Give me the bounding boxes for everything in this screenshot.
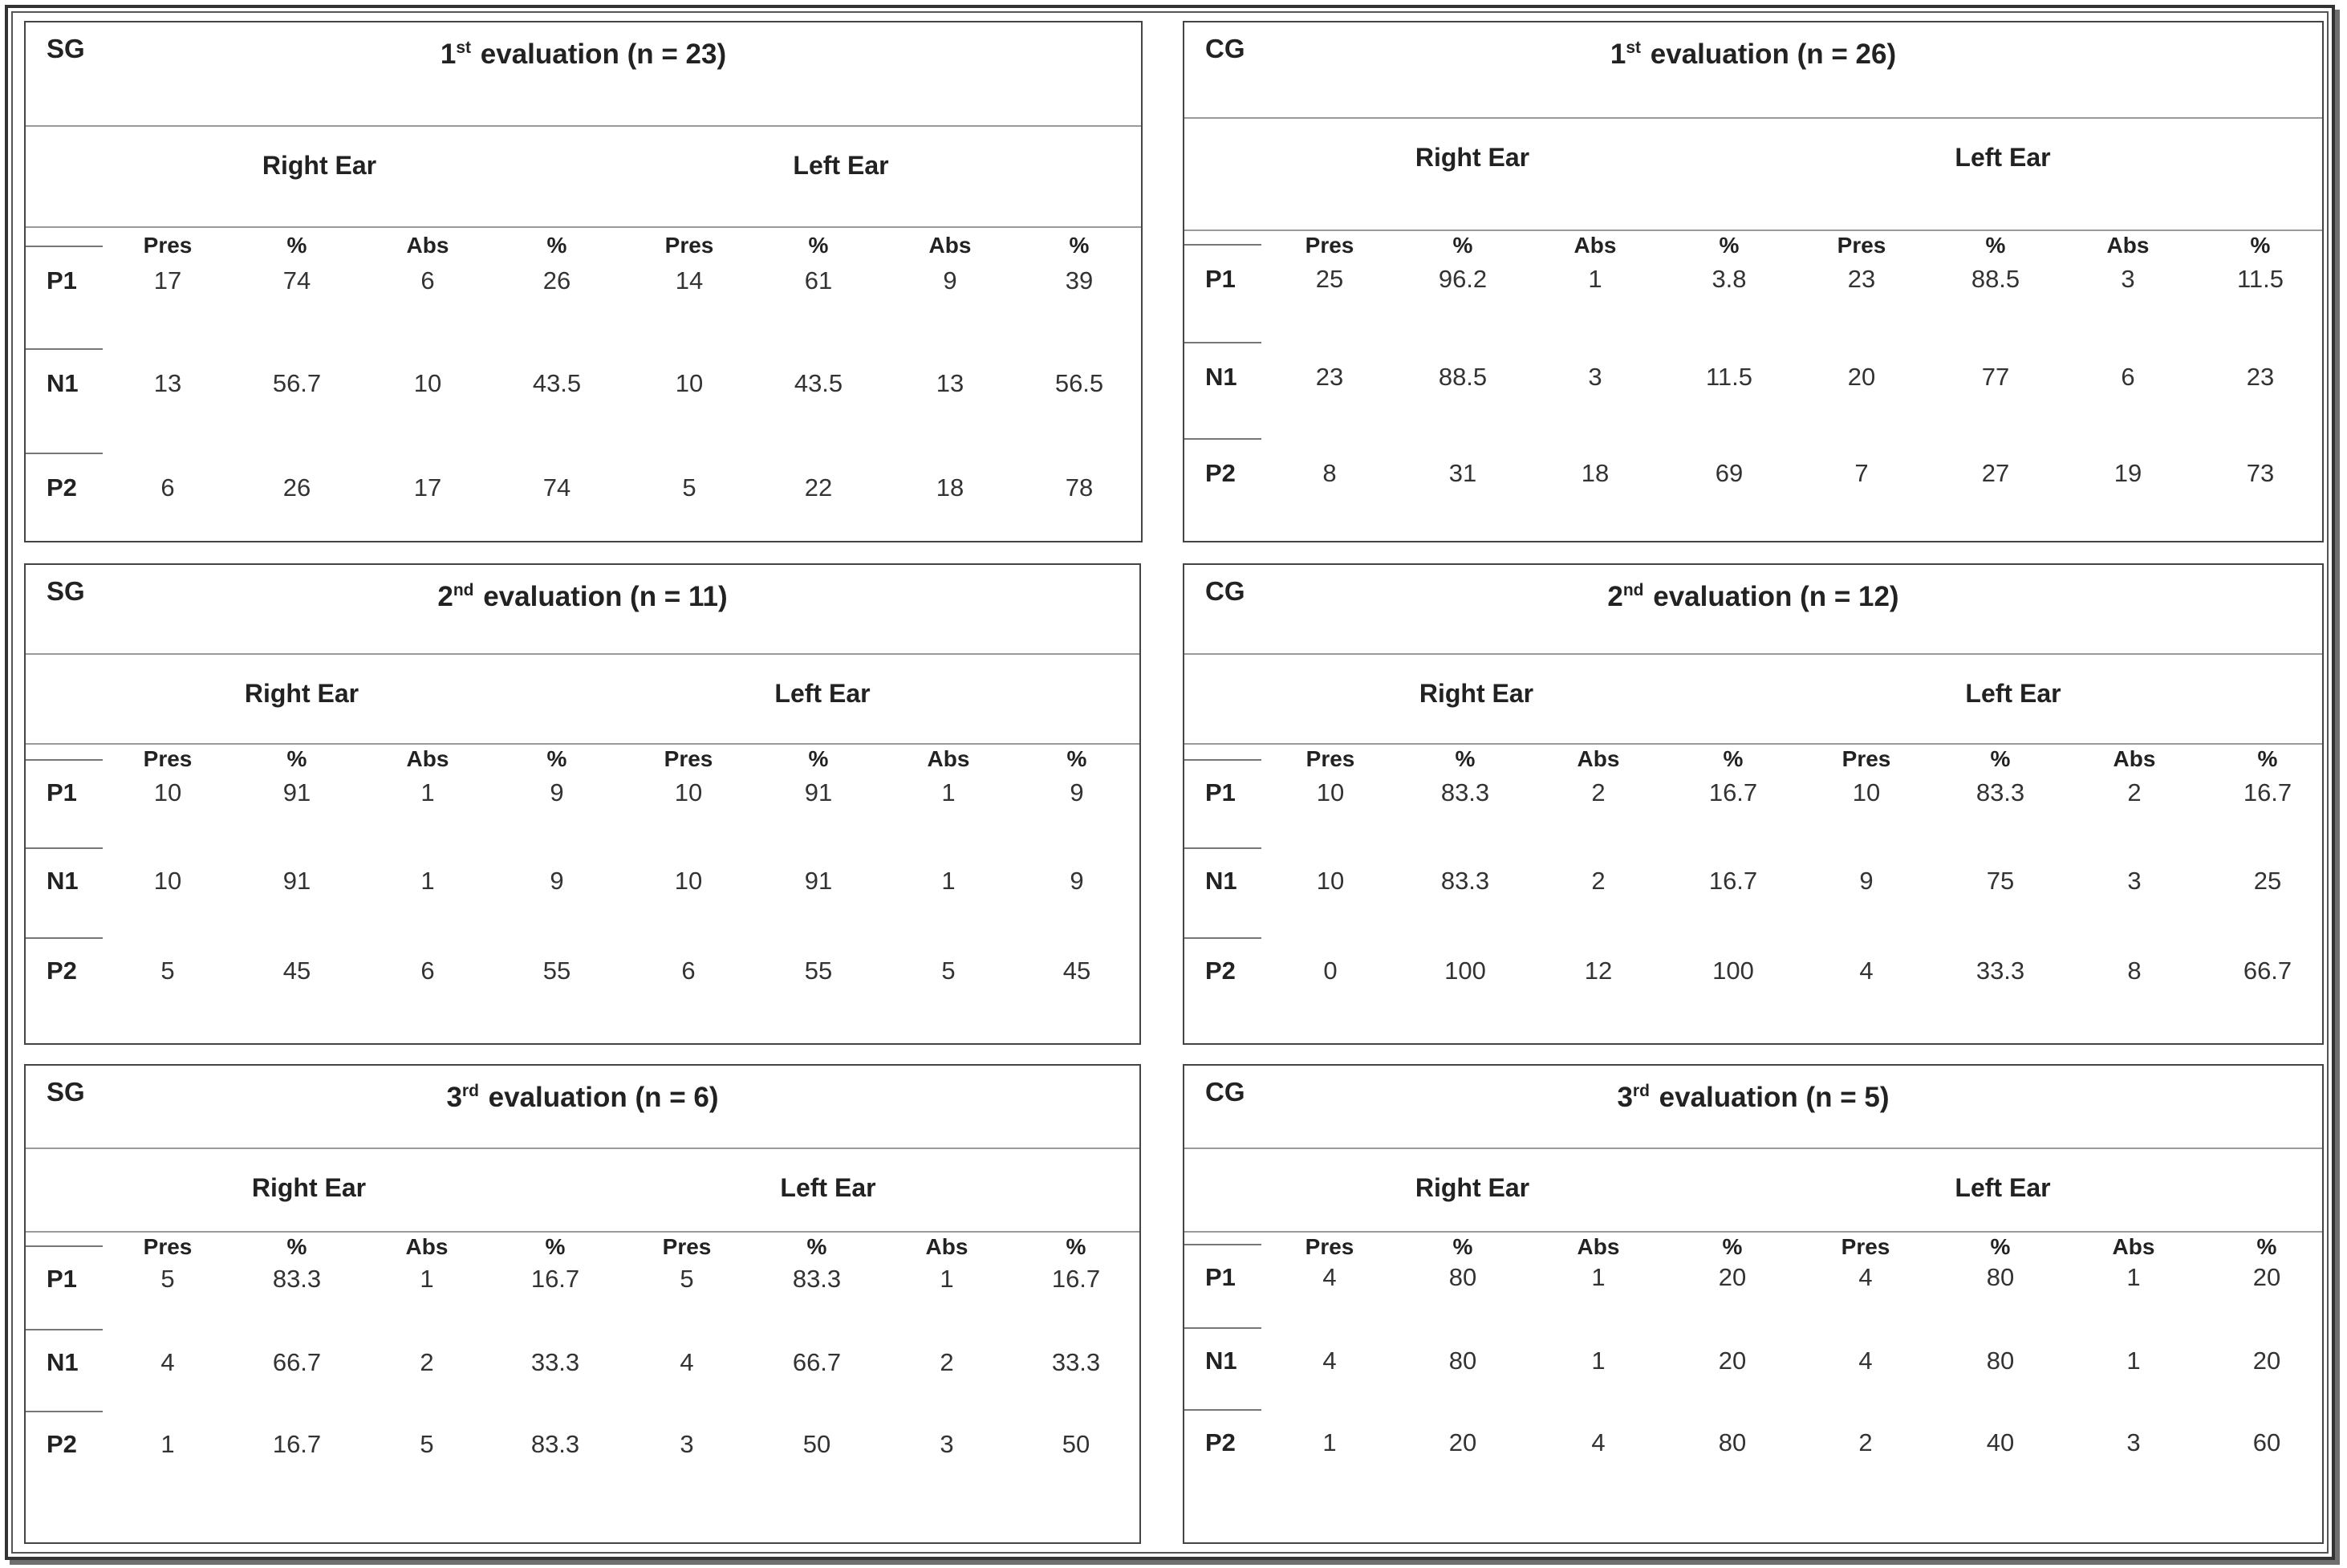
table-cell: 27	[1981, 459, 2010, 487]
table-cell: 78	[1065, 473, 1094, 502]
column-header: %	[808, 746, 829, 771]
table-cell: 2	[1591, 778, 1606, 806]
column-header: Pres	[143, 1234, 193, 1259]
separator-line	[1184, 1148, 2322, 1149]
table-cell: 91	[282, 778, 311, 806]
table-cell: 61	[804, 266, 833, 295]
table-cell: 4	[1859, 957, 1874, 985]
row-label-p2: P2	[47, 473, 77, 502]
column-header: Abs	[1577, 746, 1620, 771]
separator-line	[1184, 230, 2322, 231]
results-panel-sg-eval-1	[24, 21, 1143, 542]
separator-line	[1184, 117, 2322, 119]
row-label-p2: P2	[47, 1430, 77, 1458]
row-tick	[26, 847, 103, 849]
table-cell: 3	[2127, 867, 2142, 895]
table-cell: 2	[1858, 1428, 1873, 1456]
table-cell: 83.3	[792, 1265, 842, 1293]
table-cell: 66.7	[272, 1348, 322, 1376]
column-header: %	[806, 1234, 827, 1259]
separator-line	[1184, 1231, 2322, 1233]
row-tick	[26, 759, 103, 761]
column-header: %	[1990, 1234, 2011, 1259]
column-header: Pres	[664, 746, 713, 771]
table-cell: 83.3	[1975, 778, 2025, 806]
table-cell: 6	[2121, 363, 2135, 391]
column-header: %	[546, 233, 567, 258]
evaluation-text: evaluation (n = 6)	[488, 1082, 719, 1113]
table-cell: 16.7	[1708, 778, 1758, 806]
table-cell: 9	[943, 266, 957, 295]
table-cell: 2	[2127, 778, 2142, 806]
column-header: %	[2250, 233, 2271, 258]
column-header: Abs	[2106, 233, 2150, 258]
table-cell: 8	[2127, 957, 2142, 985]
column-header: %	[1722, 1234, 1743, 1259]
table-cell: 25	[1315, 265, 1344, 293]
column-header: Pres	[1841, 1234, 1890, 1259]
table-cell: 75	[1986, 867, 2015, 895]
table-cell: 23	[1847, 265, 1876, 293]
row-tick	[1184, 342, 1261, 343]
ordinal-suffix: nd	[453, 581, 474, 599]
table-cell: 91	[804, 867, 833, 895]
table-cell: 5	[941, 957, 956, 985]
table-cell: 16.7	[530, 1265, 580, 1293]
row-label-p2: P2	[1205, 459, 1236, 487]
table-cell: 80	[1718, 1428, 1747, 1456]
table-cell: 60	[2252, 1428, 2281, 1456]
column-header: Abs	[928, 233, 972, 258]
column-header: %	[1990, 746, 2011, 771]
column-header: Abs	[2113, 746, 2156, 771]
separator-line	[1184, 743, 2322, 745]
table-cell: 10	[675, 369, 704, 397]
table-cell: 45	[1062, 957, 1091, 985]
ordinal-suffix: rd	[461, 1082, 479, 1100]
table-cell: 17	[413, 473, 442, 502]
table-cell: 66.7	[792, 1348, 842, 1376]
right-ear-label: Right Ear	[1415, 1173, 1530, 1202]
row-label-n1: N1	[1205, 363, 1237, 391]
right-ear-label: Right Ear	[244, 679, 359, 708]
ordinal-suffix: nd	[1622, 581, 1644, 599]
table-cell: 6	[160, 473, 175, 502]
left-ear-label: Left Ear	[1965, 679, 2061, 708]
left-ear-label: Left Ear	[1955, 1173, 2051, 1202]
table-cell: 43.5	[532, 369, 582, 397]
row-tick	[26, 246, 103, 247]
table-cell: 20	[1718, 1263, 1747, 1291]
table-cell: 4	[1858, 1263, 1873, 1291]
table-cell: 26	[542, 266, 571, 295]
column-header: Pres	[143, 233, 193, 258]
table-cell: 5	[682, 473, 696, 502]
table-cell: 9	[550, 778, 564, 806]
column-header: %	[2257, 746, 2278, 771]
evaluation-title	[26, 39, 1141, 71]
group-label: CG	[1205, 576, 1245, 606]
table-cell: 18	[1581, 459, 1610, 487]
table-cell: 20	[1847, 363, 1876, 391]
row-tick	[26, 348, 103, 350]
table-cell: 83.3	[1440, 867, 1490, 895]
table-cell: 16.7	[272, 1430, 322, 1458]
table-cell: 88.5	[1971, 265, 2020, 293]
table-cell: 3	[2126, 1428, 2141, 1456]
table-cell: 6	[420, 266, 435, 295]
separator-line	[26, 1148, 1139, 1149]
table-cell: 55	[804, 957, 833, 985]
evaluation-number: 3	[446, 1082, 462, 1113]
left-ear-label: Left Ear	[774, 679, 871, 708]
column-header: Pres	[662, 1234, 712, 1259]
table-cell: 31	[1448, 459, 1477, 487]
table-cell: 26	[282, 473, 311, 502]
table-cell: 0	[1323, 957, 1338, 985]
column-header: %	[286, 1234, 307, 1259]
table-cell: 3	[680, 1430, 694, 1458]
table-cell: 13	[936, 369, 964, 397]
table-cell: 3	[2121, 265, 2135, 293]
table-cell: 39	[1065, 266, 1094, 295]
row-label-n1: N1	[47, 867, 79, 895]
column-header: Pres	[664, 233, 714, 258]
column-header: %	[545, 1234, 566, 1259]
column-header: %	[1985, 233, 2006, 258]
separator-line	[26, 743, 1139, 745]
table-cell: 1	[420, 778, 435, 806]
table-cell: 73	[2246, 459, 2275, 487]
table-cell: 4	[1322, 1263, 1337, 1291]
evaluation-number: 2	[1607, 581, 1623, 612]
row-tick	[1184, 1244, 1261, 1245]
table-cell: 91	[282, 867, 311, 895]
row-tick	[1184, 759, 1261, 761]
table-cell: 1	[1591, 1347, 1606, 1375]
table-cell: 80	[1986, 1263, 2015, 1291]
table-cell: 20	[2252, 1347, 2281, 1375]
ordinal-suffix: st	[456, 39, 472, 57]
table-cell: 10	[1316, 867, 1345, 895]
evaluation-text: evaluation (n = 23)	[480, 39, 727, 70]
table-cell: 96.2	[1438, 265, 1488, 293]
row-label-p1: P1	[1205, 1263, 1236, 1291]
table-cell: 33.3	[1975, 957, 2025, 985]
row-label-p2: P2	[1205, 1428, 1236, 1456]
table-cell: 11.5	[2236, 265, 2284, 293]
column-header: %	[286, 746, 307, 771]
table-cell: 9	[1070, 867, 1084, 895]
column-header: %	[1066, 746, 1087, 771]
column-header: %	[546, 746, 567, 771]
row-tick	[1184, 1409, 1261, 1411]
table-cell: 4	[1858, 1347, 1873, 1375]
table-cell: 5	[160, 957, 175, 985]
table-cell: 83.3	[530, 1430, 580, 1458]
group-label: SG	[47, 576, 85, 606]
ordinal-suffix: rd	[1632, 1082, 1650, 1100]
row-tick	[26, 1329, 103, 1330]
table-cell: 56.7	[272, 369, 322, 397]
column-header: Abs	[2112, 1234, 2155, 1259]
table-cell: 33.3	[530, 1348, 580, 1376]
table-cell: 74	[542, 473, 571, 502]
evaluation-title	[26, 581, 1139, 613]
table-cell: 100	[1444, 957, 1486, 985]
group-label: CG	[1205, 1077, 1245, 1107]
table-cell: 1	[940, 1265, 954, 1293]
table-cell: 2	[1591, 867, 1606, 895]
table-cell: 10	[153, 867, 182, 895]
evaluation-number: 2	[437, 581, 453, 612]
row-tick	[26, 453, 103, 454]
table-cell: 1	[941, 778, 956, 806]
column-header: Abs	[1577, 1234, 1620, 1259]
table-cell: 12	[1584, 957, 1613, 985]
column-header: %	[286, 233, 307, 258]
column-header: Pres	[143, 746, 193, 771]
row-label-p2: P2	[1205, 957, 1236, 985]
table-cell: 66.7	[2243, 957, 2292, 985]
evaluation-title	[1184, 581, 2322, 613]
group-label: CG	[1205, 34, 1245, 63]
table-cell: 4	[1322, 1347, 1337, 1375]
row-label-p2: P2	[47, 957, 77, 985]
row-label-n1: N1	[1205, 867, 1237, 895]
row-label-n1: N1	[1205, 1347, 1237, 1375]
table-cell: 8	[1322, 459, 1337, 487]
row-tick	[1184, 1327, 1261, 1329]
table-cell: 3	[940, 1430, 954, 1458]
table-cell: 5	[160, 1265, 175, 1293]
column-header: Pres	[1841, 746, 1891, 771]
table-cell: 3.8	[1712, 265, 1747, 293]
table-cell: 3	[1588, 363, 1602, 391]
table-cell: 50	[1062, 1430, 1090, 1458]
ordinal-suffix: st	[1626, 39, 1642, 57]
column-header: Abs	[927, 746, 970, 771]
column-header: Abs	[925, 1234, 968, 1259]
table-cell: 22	[804, 473, 833, 502]
table-cell: 25	[2253, 867, 2282, 895]
table-cell: 1	[1591, 1263, 1606, 1291]
column-header: %	[1723, 746, 1744, 771]
table-cell: 1	[2126, 1347, 2141, 1375]
row-tick	[1184, 847, 1261, 849]
row-tick	[1184, 438, 1261, 440]
evaluation-title	[1184, 39, 2322, 71]
table-cell: 9	[1859, 867, 1874, 895]
table-cell: 74	[282, 266, 311, 295]
column-header: Abs	[405, 1234, 449, 1259]
table-cell: 2	[420, 1348, 434, 1376]
row-tick	[26, 937, 103, 939]
separator-line	[1184, 653, 2322, 655]
table-cell: 83.3	[272, 1265, 322, 1293]
table-cell: 4	[680, 1348, 694, 1376]
table-cell: 10	[153, 778, 182, 806]
left-ear-label: Left Ear	[780, 1173, 876, 1202]
table-cell: 10	[674, 778, 703, 806]
column-header: %	[1452, 233, 1473, 258]
evaluation-text: evaluation (n = 5)	[1659, 1082, 1890, 1113]
column-header: %	[1069, 233, 1090, 258]
table-cell: 1	[420, 1265, 434, 1293]
separator-line	[26, 1231, 1139, 1233]
column-header: Pres	[1305, 1234, 1354, 1259]
right-ear-label: Right Ear	[262, 151, 377, 180]
table-cell: 9	[550, 867, 564, 895]
table-cell: 1	[1588, 265, 1602, 293]
table-cell: 88.5	[1438, 363, 1488, 391]
right-ear-label: Right Ear	[251, 1173, 367, 1202]
table-cell: 80	[1448, 1263, 1477, 1291]
left-ear-label: Left Ear	[1955, 143, 2051, 172]
table-cell: 1	[2126, 1263, 2141, 1291]
table-cell: 33.3	[1051, 1348, 1101, 1376]
evaluation-text: evaluation (n = 26)	[1650, 39, 1897, 70]
column-header: %	[1066, 1234, 1086, 1259]
table-cell: 83.3	[1440, 778, 1490, 806]
table-cell: 9	[1070, 778, 1084, 806]
separator-line	[26, 226, 1141, 228]
table-cell: 5	[680, 1265, 694, 1293]
evaluation-number: 1	[1610, 39, 1626, 70]
table-cell: 5	[420, 1430, 434, 1458]
separator-line	[26, 653, 1139, 655]
column-header: %	[1719, 233, 1740, 258]
table-cell: 1	[941, 867, 956, 895]
row-label-p1: P1	[47, 1265, 77, 1293]
evaluation-text: evaluation (n = 12)	[1653, 581, 1899, 612]
group-label: SG	[47, 1077, 85, 1107]
table-cell: 16.7	[1051, 1265, 1101, 1293]
row-label-p1: P1	[1205, 265, 1236, 293]
table-cell: 19	[2114, 459, 2142, 487]
table-cell: 14	[675, 266, 704, 295]
table-cell: 50	[802, 1430, 831, 1458]
table-cell: 1	[420, 867, 435, 895]
table-cell: 17	[153, 266, 182, 295]
column-header: %	[808, 233, 829, 258]
column-header: %	[1452, 1234, 1473, 1259]
evaluation-text: evaluation (n = 11)	[483, 581, 728, 612]
evaluation-title	[1184, 1082, 2322, 1114]
table-cell: 18	[936, 473, 964, 502]
table-cell: 23	[2246, 363, 2275, 391]
table-cell: 69	[1715, 459, 1744, 487]
table-cell: 56.5	[1054, 369, 1104, 397]
table-cell: 16.7	[2243, 778, 2292, 806]
column-header: %	[2256, 1234, 2277, 1259]
column-header: Pres	[1305, 746, 1355, 771]
table-cell: 2	[940, 1348, 954, 1376]
table-cell: 16.7	[1708, 867, 1758, 895]
table-cell: 4	[160, 1348, 175, 1376]
left-ear-label: Left Ear	[793, 151, 889, 180]
separator-line	[26, 125, 1141, 127]
results-panel-sg-eval-3	[24, 1064, 1141, 1544]
table-cell: 10	[1852, 778, 1881, 806]
table-cell: 45	[282, 957, 311, 985]
evaluation-number: 3	[1617, 1082, 1633, 1113]
column-header: %	[1455, 746, 1476, 771]
group-label: SG	[47, 34, 85, 63]
table-cell: 1	[160, 1430, 175, 1458]
row-tick	[26, 1411, 103, 1412]
table-cell: 6	[681, 957, 696, 985]
table-cell: 80	[1448, 1347, 1477, 1375]
row-label-p1: P1	[47, 266, 77, 295]
results-panel-cg-eval-2	[1183, 563, 2324, 1045]
table-cell: 91	[804, 778, 833, 806]
table-cell: 55	[542, 957, 571, 985]
row-label-n1: N1	[47, 1348, 79, 1376]
row-label-p1: P1	[1205, 778, 1236, 806]
table-cell: 4	[1591, 1428, 1606, 1456]
row-tick	[1184, 937, 1261, 939]
evaluation-title	[26, 1082, 1139, 1114]
table-cell: 100	[1712, 957, 1754, 985]
right-ear-label: Right Ear	[1419, 679, 1534, 708]
table-cell: 80	[1986, 1347, 2015, 1375]
table-cell: 20	[1448, 1428, 1477, 1456]
column-header: Pres	[1305, 233, 1354, 258]
table-cell: 1	[1322, 1428, 1337, 1456]
table-cell: 11.5	[1705, 363, 1753, 391]
table-cell: 6	[420, 957, 435, 985]
row-tick	[26, 1245, 103, 1247]
evaluation-number: 1	[440, 39, 457, 70]
column-header: Abs	[406, 233, 449, 258]
table-cell: 20	[2252, 1263, 2281, 1291]
table-cell: 20	[1718, 1347, 1747, 1375]
row-tick	[1184, 244, 1261, 246]
table-cell: 7	[1854, 459, 1869, 487]
results-panel-sg-eval-2	[24, 563, 1141, 1045]
table-cell: 10	[413, 369, 442, 397]
table-cell: 77	[1981, 363, 2010, 391]
column-header: Abs	[1573, 233, 1617, 258]
column-header: Pres	[1837, 233, 1886, 258]
right-ear-label: Right Ear	[1415, 143, 1530, 172]
table-cell: 10	[674, 867, 703, 895]
results-panel-cg-eval-1	[1183, 21, 2324, 542]
results-panel-cg-eval-3	[1183, 1064, 2324, 1544]
table-cell: 23	[1315, 363, 1344, 391]
row-label-p1: P1	[47, 778, 77, 806]
table-cell: 43.5	[794, 369, 843, 397]
table-cell: 13	[153, 369, 182, 397]
table-cell: 10	[1316, 778, 1345, 806]
table-cell: 40	[1986, 1428, 2015, 1456]
column-header: Abs	[406, 746, 449, 771]
row-label-n1: N1	[47, 369, 79, 397]
